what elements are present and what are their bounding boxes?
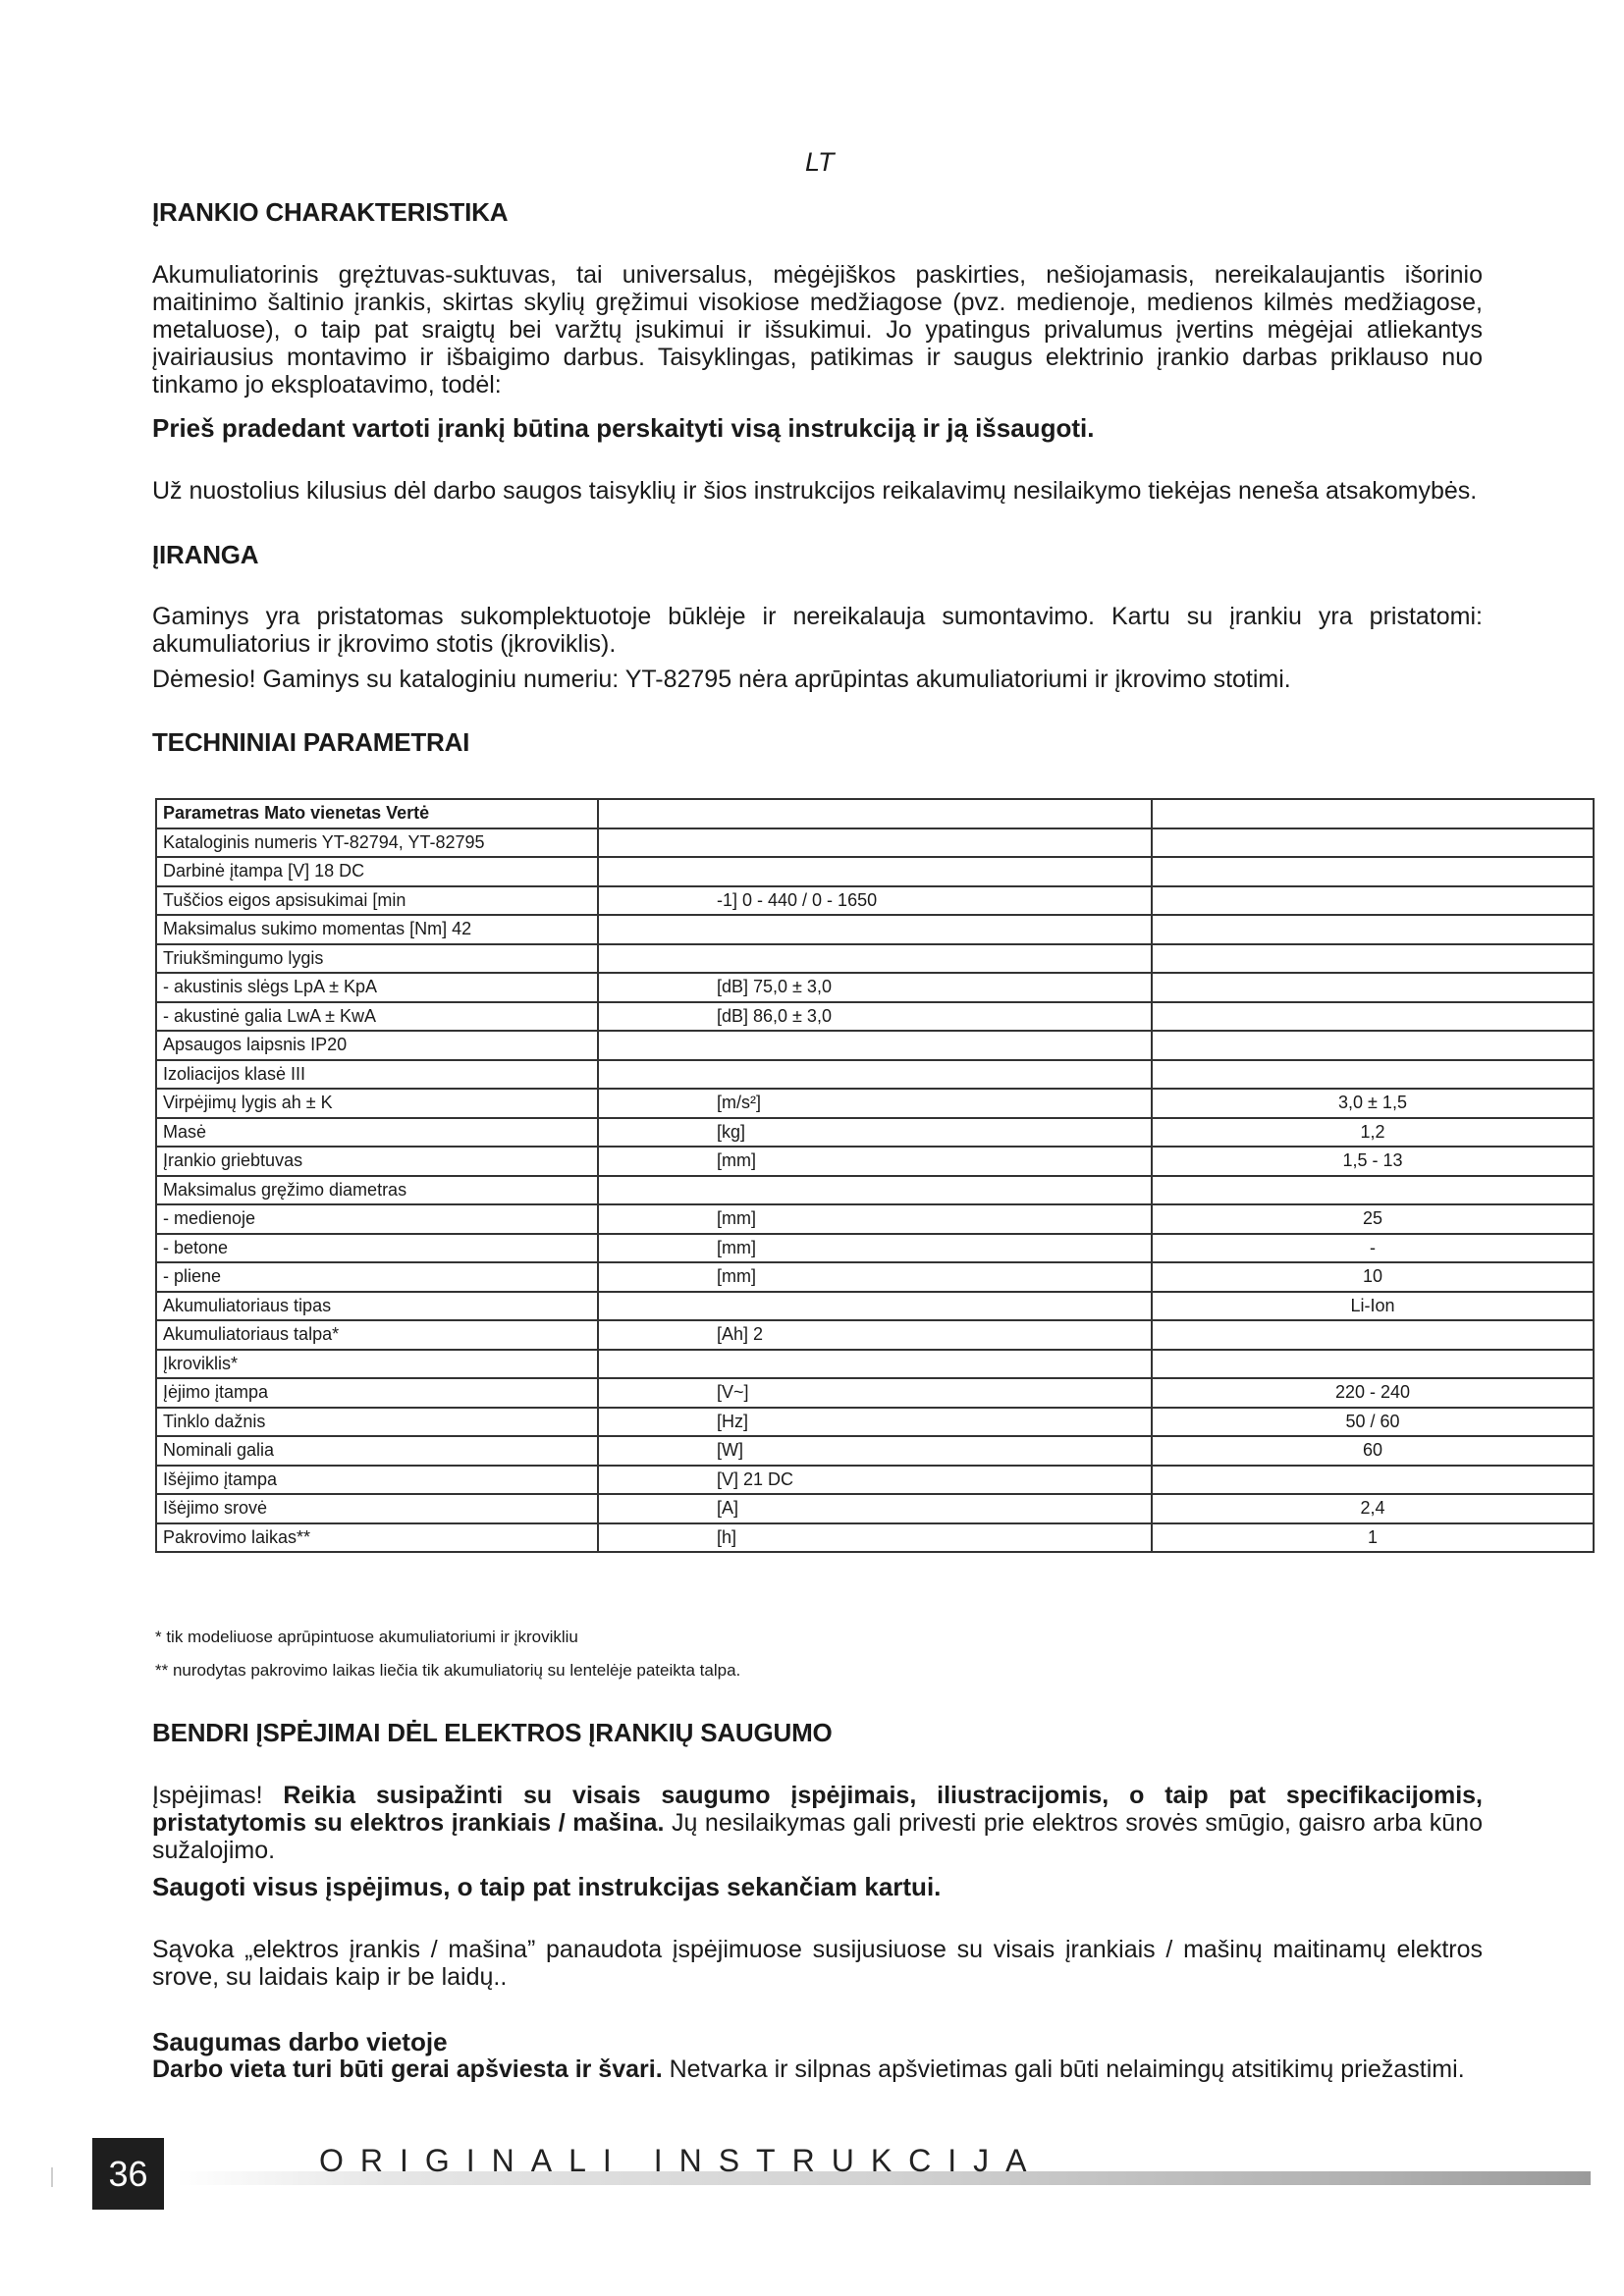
table-cell: [Ah] 2	[598, 1320, 1152, 1350]
table-cell	[1152, 973, 1594, 1002]
equipment-note: Dėmesio! Gaminys su kataloginiu numeriu: YT-82795 nėra aprūpintas akumuliatoriumi ir įkrovimo stotimi.	[152, 666, 1291, 693]
footnote-battery: * tik modeliuose aprūpintuose akumuliatoriumi ir įkrovikliu	[155, 1628, 578, 1646]
table-cell	[1152, 1031, 1594, 1060]
table-row	[156, 1204, 1594, 1234]
read-instructions-notice: Prieš pradedant vartoti įrankį būtina perskaityti visą instrukciją ir ją išsaugoti.	[152, 413, 1095, 443]
table-cell	[598, 828, 1152, 858]
section-title-safety-warnings: BENDRI ĮSPĖJIMAI DĖL ELEKTROS ĮRANKIŲ SAUGUMO	[152, 1718, 833, 1747]
table-cell: [dB] 75,0 ± 3,0	[598, 973, 1152, 1002]
table-row	[156, 944, 1594, 974]
workplace-rest: Netvarka ir silpnas apšvietimas gali būti nelaimingų atsitikimų priežastimi.	[662, 2056, 1465, 2083]
table-row	[156, 799, 1594, 828]
table-cell: Darbinė įtampa [V] 18 DC	[156, 857, 598, 886]
table-cell: - medienoje	[156, 1204, 598, 1234]
table-row	[156, 973, 1594, 1002]
table-cell	[598, 1031, 1152, 1060]
technical-parameters-table	[155, 798, 1595, 1553]
language-code: LT	[805, 147, 835, 177]
section-title-technical-parameters: TECHNINIAI PARAMETRAI	[152, 727, 470, 757]
table-cell: [kg]	[598, 1118, 1152, 1148]
table-cell: Parametras Mato vienetas Vertė	[156, 799, 598, 828]
table-cell: [m/s²]	[598, 1089, 1152, 1118]
table-row	[156, 1147, 1594, 1176]
table-cell	[1152, 1350, 1594, 1379]
footer-tick	[51, 2167, 53, 2187]
section-title-equipment: ĮIRANGA	[152, 540, 259, 569]
table-cell: Įėjimo įtampa	[156, 1378, 598, 1408]
table-row	[156, 1262, 1594, 1292]
table-cell: Li-Ion	[1152, 1292, 1594, 1321]
table-cell: 1,2	[1152, 1118, 1594, 1148]
page-number: 36	[92, 2138, 164, 2210]
table-cell: [V~]	[598, 1378, 1152, 1408]
table-cell: [dB] 86,0 ± 3,0	[598, 1002, 1152, 1032]
table-row	[156, 1089, 1594, 1118]
table-cell: Išėjimo įtampa	[156, 1466, 598, 1495]
table-cell: - pliene	[156, 1262, 598, 1292]
warning-paragraph	[152, 1782, 1483, 1864]
table-cell	[1152, 1320, 1594, 1350]
warning-rest: Jų nesilaikymas gali privesti prie elektros srovės smūgio, gaisro arba kūno sužalojimo.	[152, 1809, 1483, 1864]
table-cell: -1] 0 - 440 / 0 - 1650	[598, 886, 1152, 916]
table-cell: Tinklo dažnis	[156, 1408, 598, 1437]
table-cell: Maksimalus sukimo momentas [Nm] 42	[156, 915, 598, 944]
table-cell: [mm]	[598, 1147, 1152, 1176]
table-row	[156, 1031, 1594, 1060]
table-cell	[1152, 828, 1594, 858]
table-cell: 25	[1152, 1204, 1594, 1234]
table-row	[156, 1176, 1594, 1205]
table-cell: Kataloginis numeris YT-82794, YT-82795	[156, 828, 598, 858]
table-cell: 1	[1152, 1523, 1594, 1553]
table-cell: Nominali galia	[156, 1436, 598, 1466]
warning-bold: Reikia susipažinti su visais saugumo įspėjimais, iliustracijomis, o taip pat specifikacijomis, pristatytomis su elektros įrankiais / mašina.	[152, 1782, 1484, 1837]
term-definition-paragraph: Sąvoka „elektros įrankis / mašina” panaudota įspėjimuose susijusiuose su visais įrankiais / mašinų maitinamų elektros srove, su laidais kaip ir be laidų..	[152, 1936, 1483, 1991]
characteristics-paragraph: Akumuliatorinis grężtuvas-suktuvas, tai universalus, mėgėjiškos paskirties, nešiojamasis, nereikalaujantis išorinio maitinimo šaltinio įrankis, skirtas skylių gręžimui visokiose medžiagose (pvz. medienoje, medienos kilmės medžiagose, metaluose), o taip pat sraigtų bei varžtų įsukimui ir išsukimui. Jo ypatingus privalumus įvertins mėgėjai atliekantys įvairiausius montavimo ir išbaigimo darbus. Taisyklingas, patikimas ir saugus elektrinio įrankio darbas priklauso nuo tinkamo jo eksploatavimo, todėl:	[152, 261, 1483, 399]
table-cell	[1152, 799, 1594, 828]
liability-paragraph: Už nuostolius kilusius dėl darbo saugos taisyklių ir šios instrukcijos reikalavimų nesilaikymo tiekėjas neneša atsakomybės.	[152, 477, 1478, 505]
table-cell: 50 / 60	[1152, 1408, 1594, 1437]
table-cell: - betone	[156, 1234, 598, 1263]
table-cell	[598, 857, 1152, 886]
table-cell	[598, 915, 1152, 944]
table-row	[156, 1494, 1594, 1523]
footnote-charging-time: ** nurodytas pakrovimo laikas liečia tik akumuliatorių su lentelėje pateikta talpa.	[155, 1661, 741, 1680]
table-row	[156, 1350, 1594, 1379]
table-row	[156, 1292, 1594, 1321]
footer-title: ORIGINALI INSTRUKCIJA	[319, 2143, 1044, 2178]
table-cell: [mm]	[598, 1204, 1152, 1234]
table-row	[156, 857, 1594, 886]
table-cell: Įkroviklis*	[156, 1350, 598, 1379]
table-cell	[1152, 857, 1594, 886]
table-cell	[1152, 1060, 1594, 1090]
table-row	[156, 1060, 1594, 1090]
table-row	[156, 1002, 1594, 1032]
table-row	[156, 1436, 1594, 1466]
table-cell: Izoliacijos klasė III	[156, 1060, 598, 1090]
table-cell: [h]	[598, 1523, 1152, 1553]
table-row	[156, 1118, 1594, 1148]
table-cell: -	[1152, 1234, 1594, 1263]
table-cell: Maksimalus gręžimo diametras	[156, 1176, 598, 1205]
table-row	[156, 1320, 1594, 1350]
table-row	[156, 1466, 1594, 1495]
table-cell: Įrankio griebtuvas	[156, 1147, 598, 1176]
table-cell: [mm]	[598, 1262, 1152, 1292]
table-cell: Akumuliatoriaus tipas	[156, 1292, 598, 1321]
table-cell	[1152, 915, 1594, 944]
table-cell: Masė	[156, 1118, 598, 1148]
table-row	[156, 1234, 1594, 1263]
table-row	[156, 828, 1594, 858]
table-cell: 60	[1152, 1436, 1594, 1466]
table-cell	[1152, 944, 1594, 974]
table-cell	[598, 1292, 1152, 1321]
warning-lead: Įspėjimas!	[152, 1782, 284, 1809]
table-cell: Virpėjimų lygis ah ± K	[156, 1089, 598, 1118]
table-row	[156, 1378, 1594, 1408]
table-row	[156, 886, 1594, 916]
section-title-characteristics: ĮRANKIO CHARAKTERISTIKA	[152, 197, 509, 227]
table-row	[156, 915, 1594, 944]
table-cell	[1152, 1002, 1594, 1032]
table-cell: Akumuliatoriaus talpa*	[156, 1320, 598, 1350]
table-cell: - akustinė galia LwA ± KwA	[156, 1002, 598, 1032]
table-cell	[1152, 1176, 1594, 1205]
table-cell: Išėjimo srovė	[156, 1494, 598, 1523]
table-cell: Triukšmingumo lygis	[156, 944, 598, 974]
table-cell: Pakrovimo laikas**	[156, 1523, 598, 1553]
table-cell: [mm]	[598, 1234, 1152, 1263]
table-row	[156, 1408, 1594, 1437]
table-cell: 220 - 240	[1152, 1378, 1594, 1408]
table-cell	[1152, 1466, 1594, 1495]
table-cell	[598, 799, 1152, 828]
table-cell: 10	[1152, 1262, 1594, 1292]
table-cell	[598, 944, 1152, 974]
table-cell: [A]	[598, 1494, 1152, 1523]
table-cell	[598, 1060, 1152, 1090]
keep-warnings-notice: Saugoti visus įspėjimus, o taip pat instrukcijas sekančiam kartui.	[152, 1872, 942, 1901]
table-cell: 3,0 ± 1,5	[1152, 1089, 1594, 1118]
table-cell: 2,4	[1152, 1494, 1594, 1523]
table-cell: 1,5 - 13	[1152, 1147, 1594, 1176]
workplace-paragraph	[152, 2056, 1483, 2083]
table-cell	[598, 1350, 1152, 1379]
subsection-workplace-safety: Saugumas darbo vietoje	[152, 2027, 448, 2056]
table-cell: [V] 21 DC	[598, 1466, 1152, 1495]
table-cell: - akustinis slėgs LpA ± KpA	[156, 973, 598, 1002]
table-cell: [W]	[598, 1436, 1152, 1466]
table-cell: Tuščios eigos apsisukimai [min	[156, 886, 598, 916]
table-cell: [Hz]	[598, 1408, 1152, 1437]
table-cell: Apsaugos laipsnis IP20	[156, 1031, 598, 1060]
workplace-bold: Darbo vieta turi būti gerai apšviesta ir švari.	[152, 2056, 663, 2083]
equipment-paragraph: Gaminys yra pristatomas sukomplektuotoje būklėje ir nereikalauja sumontavimo. Kartu su įrankiu yra pristatomi: akumuliatorius ir įkrovimo stotis (įkroviklis).	[152, 603, 1483, 658]
table-cell	[1152, 886, 1594, 916]
table-row	[156, 1523, 1594, 1553]
table-cell	[598, 1176, 1152, 1205]
